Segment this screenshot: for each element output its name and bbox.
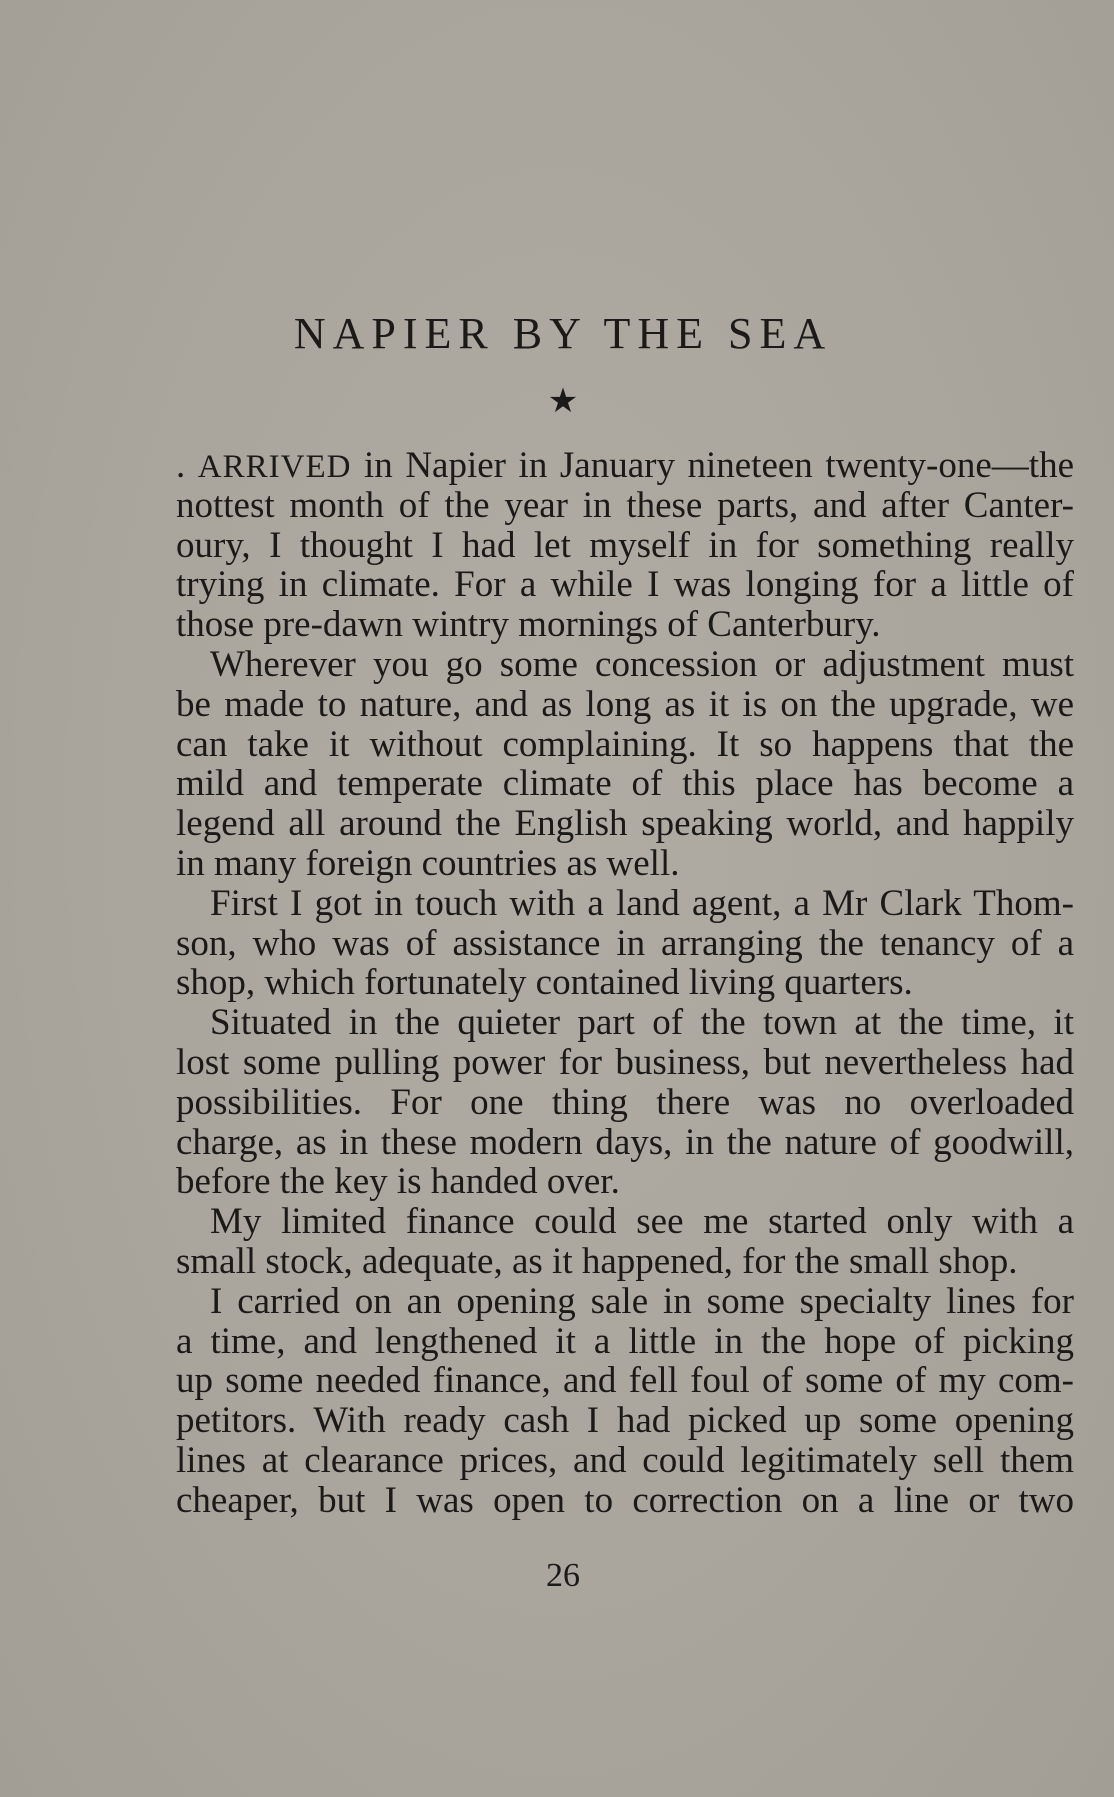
text-line: up some needed finance, and fell foul of some of my com-	[176, 1360, 1074, 1402]
text-line	[176, 446, 1074, 486]
paragraph	[176, 1202, 1074, 1282]
text-line: those pre-dawn wintry mornings of Canterbury.	[176, 604, 881, 646]
drop-word: ARRIVED	[197, 449, 352, 485]
text-line: First I got in touch with a land agent, a Mr Clark Thom-	[210, 882, 1074, 924]
text-line: Wherever you go some concession or adjustment must	[210, 643, 1074, 685]
text-line: be made to nature, and as long as it is on the upgrade, we	[176, 683, 1074, 725]
text-line: possibilities. For one thing there was no overloaded	[176, 1081, 1074, 1123]
opening-mark: .	[176, 445, 186, 486]
text-line: a time, and lengthened it a little in the hope of picking	[176, 1320, 1074, 1362]
text-line: nottest month of the year in these parts, and after Canter-	[176, 484, 1074, 526]
text-line: lost some pulling power for business, but nevertheless had	[176, 1041, 1074, 1083]
text-line: Situated in the quieter part of the town at the time, it	[210, 1002, 1074, 1044]
paragraph	[176, 645, 1074, 884]
chapter-body-text	[176, 446, 1074, 1521]
text-line: petitors. With ready cash I had picked up some opening	[176, 1400, 1074, 1442]
page-number: 26	[546, 1557, 580, 1594]
text-line-content: in Napier in January nineteen twenty-one—the	[351, 445, 1075, 486]
text-line: My limited finance could see me started only with a	[210, 1201, 1074, 1243]
text-line: charge, as in these modern days, in the nature of goodwill,	[176, 1121, 1074, 1163]
text-line: can take it without complaining. It so happens that the	[176, 723, 1074, 765]
text-line: oury, I thought I had let myself in for something really	[176, 524, 1074, 566]
text-line: before the key is handed over.	[176, 1161, 620, 1203]
text-line: small stock, adequate, as it happened, for the small shop.	[176, 1240, 1018, 1282]
paragraph	[176, 446, 1074, 645]
star-ornament-icon: ★	[547, 381, 579, 421]
text-line: mild and temperate climate of this place has become a	[176, 763, 1074, 805]
text-line: legend all around the English speaking world, and happily	[176, 803, 1074, 845]
paragraph	[176, 1003, 1074, 1202]
text-line: cheaper, but I was open to correction on a line or two	[176, 1479, 1074, 1521]
text-line: in many foreign countries as well.	[176, 842, 680, 884]
text-line: I carried on an opening sale in some specialty lines for	[210, 1280, 1074, 1322]
chapter-title: NAPIER BY THE SEA	[293, 309, 833, 358]
text-line: son, who was of assistance in arranging the tenancy of a	[176, 922, 1074, 964]
paragraph	[176, 884, 1074, 1003]
text-line: shop, which fortunately contained living quarters.	[176, 962, 913, 1004]
text-line: lines at clearance prices, and could legitimately sell them	[176, 1439, 1074, 1481]
text-line: trying in climate. For a while I was longing for a little of	[176, 564, 1074, 606]
paragraph	[176, 1282, 1074, 1521]
